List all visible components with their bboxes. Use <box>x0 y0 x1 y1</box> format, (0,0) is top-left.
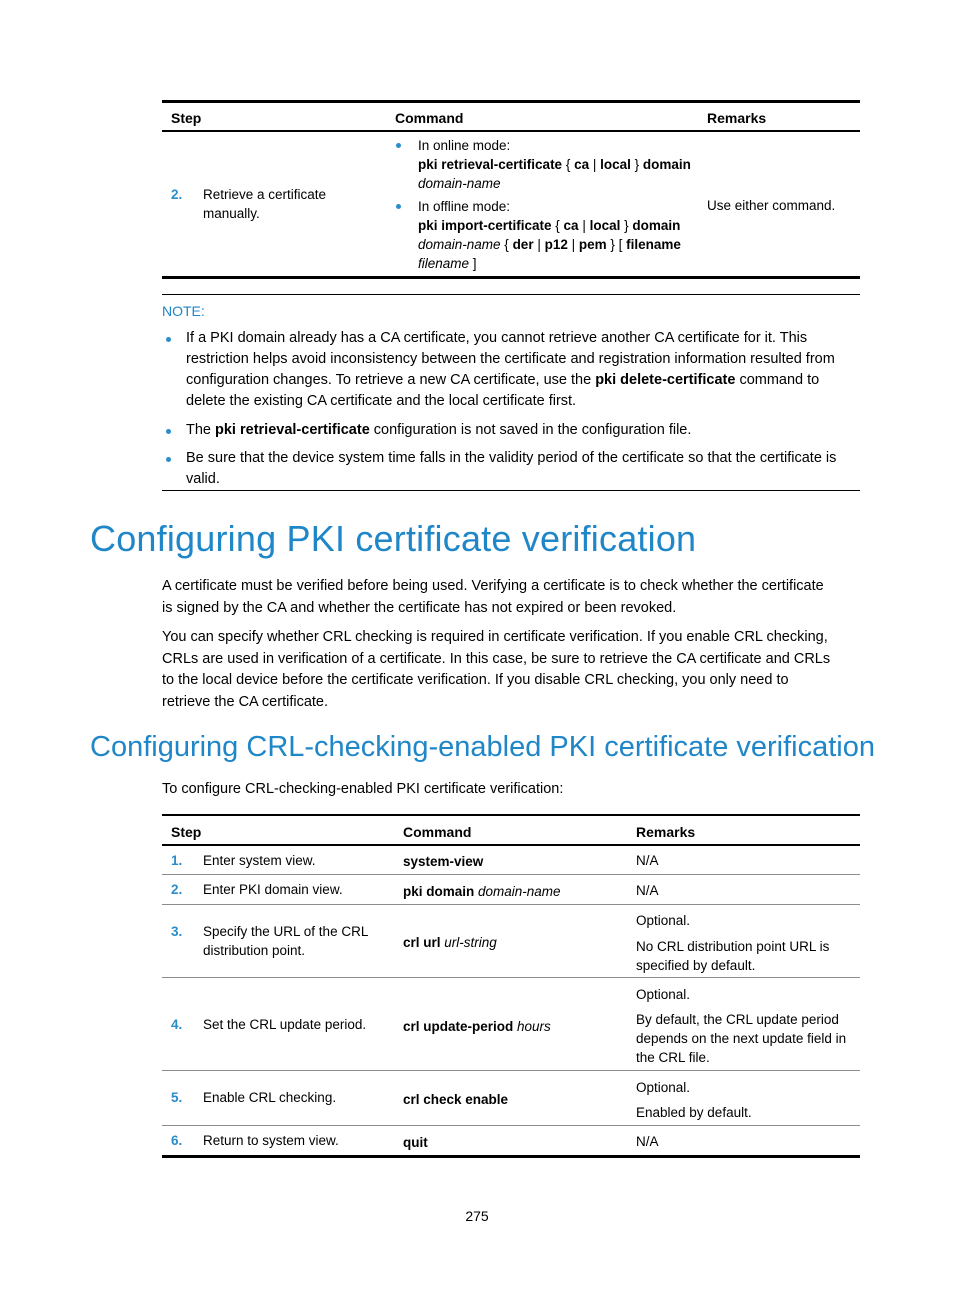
table-bottom-rule <box>162 1155 860 1158</box>
column-header-remarks: Remarks <box>707 110 767 126</box>
command-text: crl update-period hours <box>403 1019 551 1034</box>
step-number: 2. <box>171 882 183 897</box>
row-divider <box>162 977 860 978</box>
column-header-step: Step <box>171 824 202 840</box>
paragraph-line: to the local device before the certificate verification. If you disable CRL checking, you only need to <box>162 672 789 688</box>
note-line: configuration changes. To retrieve a new CA certificate, use the pki delete-certificate command to <box>186 372 820 388</box>
command-text: crl url url-string <box>403 935 497 950</box>
note-line: delete the existing CA certificate and the local certificate first. <box>186 393 577 409</box>
remarks-text: No CRL distribution point URL is <box>636 939 830 954</box>
note-line: If a PKI domain already has a CA certificate, you cannot retrieve another CA certificate for it. This <box>186 330 808 346</box>
column-header-command: Command <box>395 110 464 126</box>
step-text-line: manually. <box>203 206 260 221</box>
remarks-text: specified by default. <box>636 958 756 973</box>
offline-command-filename: filename ] <box>418 256 477 271</box>
step-text-line: distribution point. <box>203 943 306 958</box>
note-label: NOTE: <box>162 303 205 319</box>
step-text: Enter system view. <box>203 853 316 868</box>
table-top-rule <box>162 814 860 816</box>
step-text: Enter PKI domain view. <box>203 882 343 897</box>
remarks-text: Optional. <box>636 1080 691 1095</box>
note-bottom-rule <box>162 490 860 491</box>
step-number: 4. <box>171 1017 183 1032</box>
offline-command: pki import-certificate { ca | local } domain <box>418 218 681 233</box>
offline-mode-label: In offline mode: <box>418 199 511 214</box>
row-divider <box>162 1070 860 1071</box>
remarks-text: Optional. <box>636 913 691 928</box>
intro-text: To configure CRL-checking-enabled PKI certificate verification: <box>162 781 564 797</box>
remarks-text: By default, the CRL update period <box>636 1012 839 1027</box>
header-rule <box>162 844 860 846</box>
header-rule <box>162 130 860 132</box>
command-text: quit <box>403 1135 428 1150</box>
bullet-icon <box>166 337 171 342</box>
remarks-text: Optional. <box>636 987 691 1002</box>
row-divider <box>162 874 860 875</box>
column-header-remarks: Remarks <box>636 824 696 840</box>
bullet-icon <box>166 457 171 462</box>
bullet-icon <box>396 204 401 209</box>
step-number: 6. <box>171 1133 183 1148</box>
remarks-text: N/A <box>636 1134 659 1149</box>
row-divider <box>162 1125 860 1126</box>
paragraph-line: A certificate must be verified before being used. Verifying a certificate is to check whether the certificate <box>162 578 824 594</box>
note-item: The pki retrieval-certificate configuration is not saved in the configuration file. <box>186 422 692 438</box>
offline-command-args: domain-name { der | p12 | pem } [ filename <box>418 237 681 252</box>
table-crl-verification <box>162 814 860 1159</box>
online-mode-label: In online mode: <box>418 138 511 153</box>
remarks-text: depends on the next update field in <box>636 1031 847 1046</box>
subsection-heading: Configuring CRL-checking-enabled PKI certificate verification <box>90 731 875 763</box>
section-heading: Configuring PKI certificate verification <box>90 518 697 559</box>
column-header-command: Command <box>403 824 472 840</box>
row-divider <box>162 904 860 905</box>
step-number: 3. <box>171 924 183 939</box>
command-text: system-view <box>403 854 484 869</box>
bullet-icon <box>396 143 401 148</box>
paragraph-line: retrieve the CA certificate. <box>162 693 329 710</box>
step-number: 2. <box>171 187 183 202</box>
table-bottom-rule <box>162 276 860 279</box>
remarks-text: the CRL file. <box>636 1050 710 1065</box>
note-item <box>186 448 858 490</box>
remarks-text: N/A <box>636 883 659 898</box>
paragraph-line: You can specify whether CRL checking is required in certificate verification. If you enable CRL checking, <box>162 629 828 645</box>
note-line: Be sure that the device system time falls in the validity period of the certificate so that the certificate is <box>186 450 837 466</box>
step-number: 5. <box>171 1090 183 1105</box>
step-text: Enable CRL checking. <box>203 1090 337 1105</box>
table-top-rule <box>162 100 860 103</box>
step-number: 1. <box>171 853 183 868</box>
remarks-text: N/A <box>636 853 659 868</box>
column-header-step: Step <box>171 110 202 126</box>
remarks-text: Use either command. <box>707 198 836 213</box>
command-text: pki domain domain-name <box>403 884 561 899</box>
paragraph <box>162 576 864 619</box>
step-text-line: Retrieve a certificate <box>203 187 327 202</box>
online-command-arg: domain-name <box>418 176 501 191</box>
note-line: valid. <box>186 471 220 487</box>
remarks-text: Enabled by default. <box>636 1105 752 1120</box>
paragraph-line: is signed by the CA and whether the certificate has not expired or been revoked. <box>162 599 677 616</box>
note-item <box>186 328 858 412</box>
online-command: pki retrieval-certificate { ca | local } domain <box>418 157 691 172</box>
step-text: Set the CRL update period. <box>203 1017 367 1032</box>
note-top-rule <box>162 294 860 295</box>
page-number: 275 <box>465 1208 489 1224</box>
command-text: crl check enable <box>403 1092 509 1107</box>
paragraph <box>162 627 864 713</box>
paragraph-line: CRLs are used in verification of a certificate. In this case, be sure to retrieve the CA certificate and CRLs <box>162 650 831 667</box>
table-retrieve-certificate <box>162 100 860 280</box>
step-text: Return to system view. <box>203 1133 339 1148</box>
note-line: restriction helps avoid inconsistency between the certificate and registration information resulted from <box>186 351 835 367</box>
bullet-icon <box>166 429 171 434</box>
step-text-line: Specify the URL of the CRL <box>203 924 369 939</box>
